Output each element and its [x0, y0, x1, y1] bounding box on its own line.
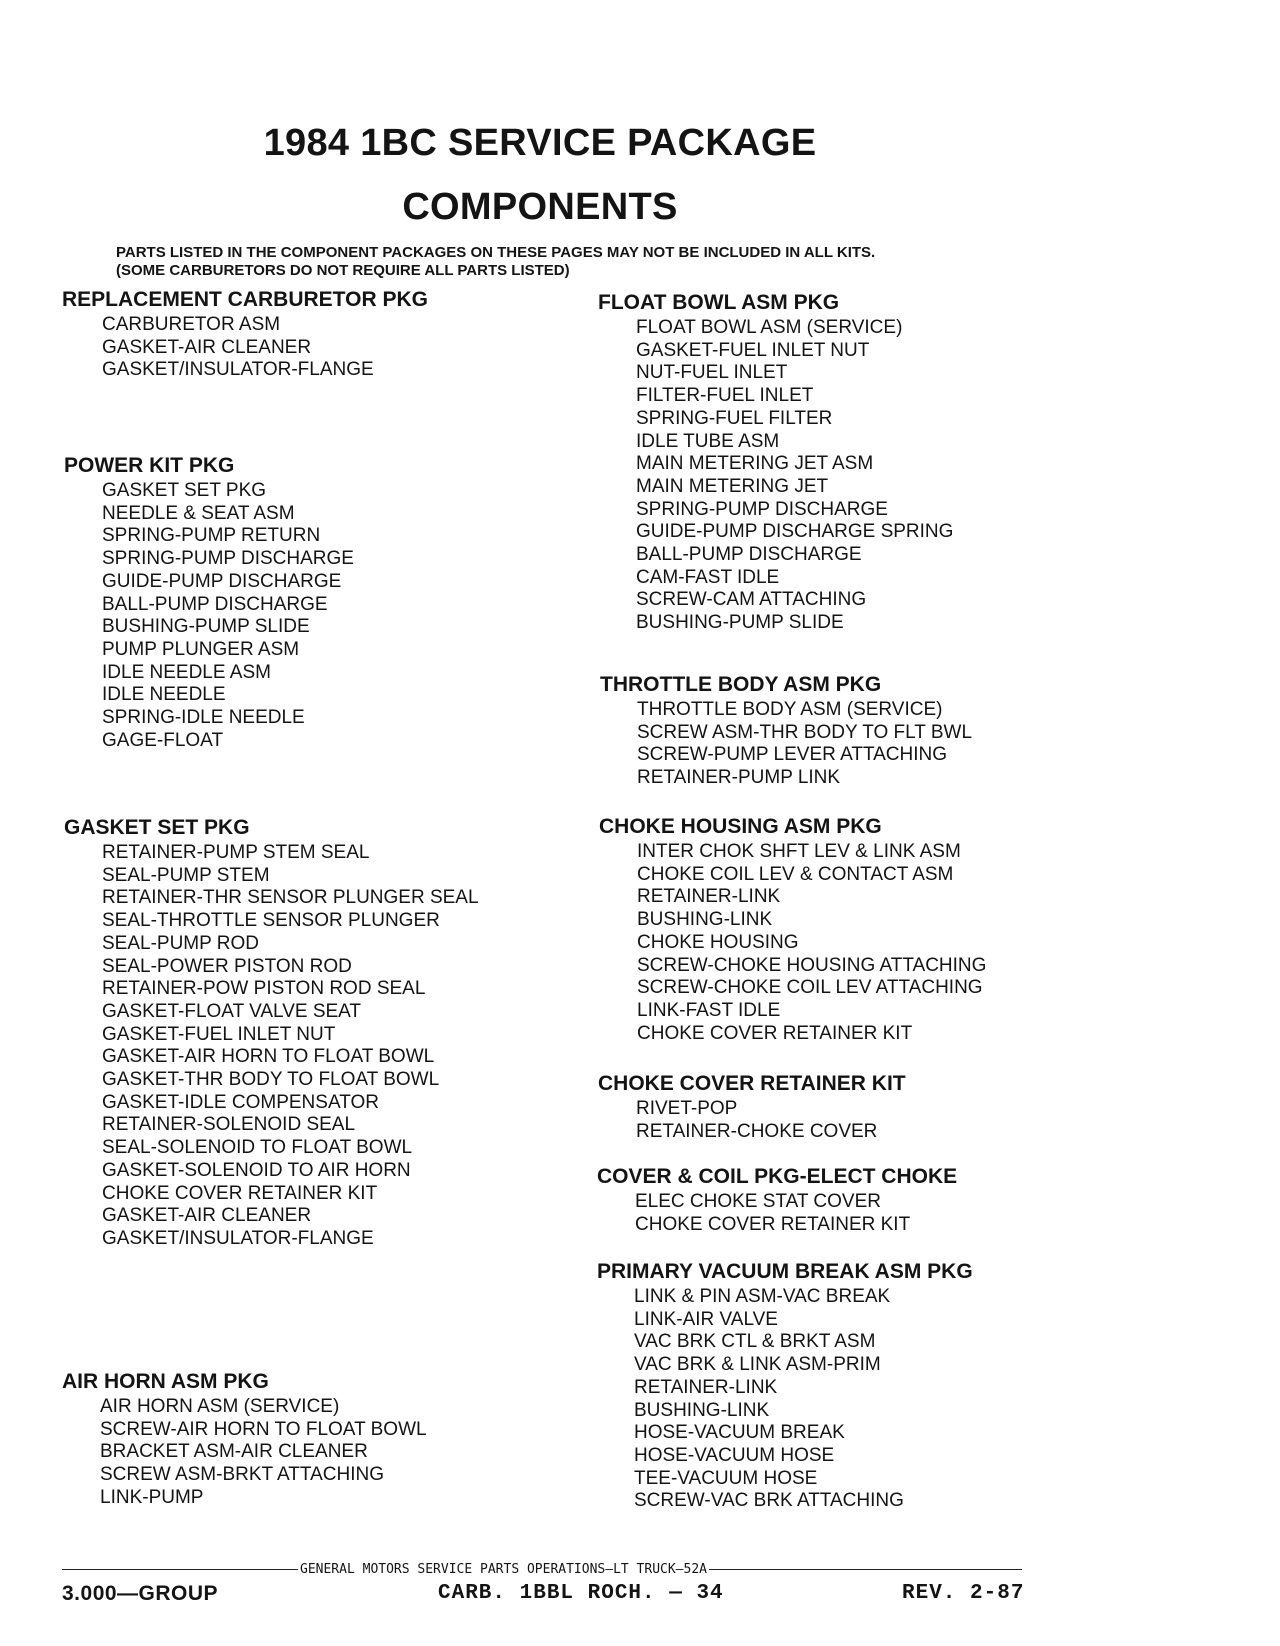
section-title: GASKET SET PKG: [64, 816, 250, 839]
list-item: SCREW-CAM ATTACHING: [636, 589, 867, 611]
list-item: SEAL-POWER PISTON ROD: [102, 955, 352, 977]
section-primary-vacuum-break-asm-pkg: [597, 1258, 973, 1513]
footer-group: 3.000—GROUP: [62, 1582, 219, 1605]
list-item: FILTER-FUEL INLET: [636, 385, 814, 407]
list-item: RETAINER-LINK: [634, 1376, 778, 1398]
list-item: BALL-PUMP DISCHARGE: [636, 544, 862, 566]
list-item: HOSE-VACUUM BREAK: [634, 1422, 845, 1444]
list-item: NEEDLE & SEAT ASM: [102, 502, 295, 524]
list-item: BUSHING-LINK: [634, 1399, 770, 1421]
list-item: SEAL-THROTTLE SENSOR PLUNGER: [102, 910, 440, 932]
footer-page-id: CARB. 1BBL ROCH. — 34: [438, 1582, 724, 1605]
list-item: BUSHING-PUMP SLIDE: [636, 612, 844, 634]
footer-line-right: [709, 1569, 1022, 1570]
footer-rule-text: GENERAL MOTORS SERVICE PARTS OPERATIONS—LT TRUCK—52A: [300, 1562, 707, 1577]
list-item: BUSHING-LINK: [637, 909, 773, 931]
parts-note: [116, 244, 1016, 280]
list-item: BALL-PUMP DISCHARGE: [102, 593, 328, 615]
list-item: SCREW ASM-THR BODY TO FLT BWL: [637, 721, 973, 743]
page-title: 1984 1BC SERVICE PACKAGE: [263, 122, 817, 164]
list-item: CHOKE COVER RETAINER KIT: [102, 1182, 378, 1204]
list-item: INTER CHOK SHFT LEV & LINK ASM: [637, 841, 961, 862]
list-item: MAIN METERING JET: [636, 475, 829, 497]
list-item: ELEC CHOKE STAT COVER: [635, 1191, 881, 1212]
list-item: IDLE TUBE ASM: [636, 430, 780, 452]
list-item: SCREW ASM-BRKT ATTACHING: [100, 1464, 384, 1486]
list-item: VAC BRK & LINK ASM-PRIM: [634, 1354, 881, 1376]
list-item: VAC BRK CTL & BRKT ASM: [634, 1331, 876, 1353]
list-item: RIVET-POP: [636, 1098, 738, 1119]
list-item: CARBURETOR ASM: [102, 314, 281, 335]
list-item: RETAINER-LINK: [637, 886, 781, 908]
list-item: RETAINER-POW PISTON ROD SEAL: [102, 978, 426, 1000]
parts-list: [597, 1191, 957, 1236]
section-float-bowl-asm-pkg: [598, 289, 953, 635]
section-gasket-set-pkg: [64, 814, 479, 1251]
list-item: GASKET/INSULATOR-FLANGE: [102, 359, 374, 381]
section-title: AIR HORN ASM PKG: [62, 1370, 269, 1393]
list-item: GASKET-AIR CLEANER: [102, 1205, 312, 1227]
list-item: HOSE-VACUUM HOSE: [634, 1444, 835, 1466]
section-air-horn-asm-pkg: [62, 1368, 427, 1510]
section-title: THROTTLE BODY ASM PKG: [600, 673, 882, 696]
list-item: BRACKET ASM-AIR CLEANER: [100, 1441, 368, 1463]
list-item: GASKET-THR BODY TO FLOAT BOWL: [102, 1069, 440, 1091]
section-throttle-body-asm-pkg: [600, 671, 972, 790]
list-item: CAM-FAST IDLE: [636, 566, 780, 588]
list-item: SPRING-PUMP DISCHARGE: [636, 498, 888, 520]
list-item: RETAINER-CHOKE COVER: [636, 1120, 878, 1142]
section-power-kit-pkg: [64, 452, 354, 752]
parts-list: [600, 699, 972, 790]
list-item: SCREW-CHOKE HOUSING ATTACHING: [637, 954, 987, 976]
footer-line-left: [62, 1569, 298, 1570]
section-title: CHOKE COVER RETAINER KIT: [598, 1072, 906, 1095]
footer-rule: [62, 1562, 1022, 1577]
section-title: PRIMARY VACUUM BREAK ASM PKG: [597, 1260, 973, 1283]
list-item: SCREW-AIR HORN TO FLOAT BOWL: [100, 1418, 427, 1440]
list-item: SCREW-CHOKE COIL LEV ATTACHING: [637, 977, 983, 999]
list-item: BUSHING-PUMP SLIDE: [102, 616, 310, 638]
list-item: RETAINER-SOLENOID SEAL: [102, 1114, 356, 1136]
list-item: CHOKE HOUSING: [637, 931, 799, 953]
list-item: RETAINER-THR SENSOR PLUNGER SEAL: [102, 887, 479, 909]
section-title: COVER & COIL PKG-ELECT CHOKE: [597, 1165, 958, 1188]
list-item: GASKET-SOLENOID TO AIR HORN: [102, 1159, 411, 1181]
note-line-1: PARTS LISTED IN THE COMPONENT PACKAGES ON THESE PAGES MAY NOT BE INCLUDED IN ALL KITS.: [116, 244, 876, 261]
list-item: GUIDE-PUMP DISCHARGE: [102, 570, 342, 592]
list-item: GUIDE-PUMP DISCHARGE SPRING: [636, 521, 954, 543]
parts-list: [598, 1098, 906, 1143]
list-item: LINK-FAST IDLE: [637, 999, 781, 1021]
parts-list: [62, 314, 428, 382]
list-item: SCREW-PUMP LEVER ATTACHING: [637, 744, 948, 766]
list-item: CHOKE COIL LEV & CONTACT ASM: [637, 863, 954, 885]
list-item: FLOAT BOWL ASM (SERVICE): [636, 317, 903, 338]
section-title: CHOKE HOUSING ASM PKG: [599, 815, 882, 838]
list-item: SEAL-SOLENOID TO FLOAT BOWL: [102, 1137, 413, 1159]
list-item: AIR HORN ASM (SERVICE): [100, 1396, 340, 1417]
list-item: SPRING-PUMP RETURN: [102, 525, 321, 547]
list-item: NUT-FUEL INLET: [636, 362, 788, 384]
list-item: MAIN METERING JET ASM: [636, 453, 874, 475]
list-item: GASKET SET PKG: [102, 480, 267, 501]
note-line-2: (SOME CARBURETORS DO NOT REQUIRE ALL PARTS LISTED): [116, 262, 570, 279]
list-item: GASKET-FLOAT VALVE SEAT: [102, 1000, 362, 1022]
list-item: CHOKE COVER RETAINER KIT: [635, 1213, 911, 1235]
list-item: IDLE NEEDLE: [102, 684, 226, 706]
list-item: SEAL-PUMP STEM: [102, 864, 270, 886]
list-item: GASKET-FUEL INLET NUT: [102, 1023, 336, 1045]
parts-list: [64, 480, 354, 752]
page-subtitle: COMPONENTS: [402, 186, 678, 228]
list-item: TEE-VACUUM HOSE: [634, 1467, 818, 1489]
parts-list: [64, 842, 479, 1251]
list-item: GASKET-IDLE COMPENSATOR: [102, 1091, 379, 1113]
parts-list: [62, 1396, 427, 1510]
list-item: GASKET/INSULATOR-FLANGE: [102, 1227, 374, 1249]
list-item: GASKET-AIR CLEANER: [102, 336, 312, 358]
list-item: RETAINER-PUMP LINK: [637, 767, 841, 789]
parts-list: [599, 841, 986, 1045]
list-item: LINK & PIN ASM-VAC BREAK: [634, 1286, 891, 1307]
list-item: GASKET-FUEL INLET NUT: [636, 339, 870, 361]
list-item: CHOKE COVER RETAINER KIT: [637, 1022, 913, 1044]
list-item: SPRING-FUEL FILTER: [636, 407, 833, 429]
list-item: LINK-AIR VALVE: [634, 1308, 778, 1330]
list-item: SEAL-PUMP ROD: [102, 932, 259, 954]
section-replacement-carburetor-pkg: [62, 286, 428, 382]
list-item: THROTTLE BODY ASM (SERVICE): [637, 699, 943, 720]
list-item: LINK-PUMP: [100, 1486, 204, 1508]
list-item: SPRING-PUMP DISCHARGE: [102, 548, 354, 570]
list-item: SPRING-IDLE NEEDLE: [102, 707, 305, 729]
list-item: IDLE NEEDLE ASM: [102, 661, 271, 683]
parts-list: [597, 1286, 973, 1513]
list-item: SCREW-VAC BRK ATTACHING: [634, 1490, 904, 1512]
list-item: GAGE-FLOAT: [102, 729, 224, 751]
list-item: RETAINER-PUMP STEM SEAL: [102, 842, 370, 863]
section-title: FLOAT BOWL ASM PKG: [598, 291, 840, 314]
footer-revision: REV. 2-87: [902, 1582, 1025, 1605]
section-choke-housing-asm-pkg: [599, 813, 986, 1045]
section-title: REPLACEMENT CARBURETOR PKG: [62, 288, 428, 311]
list-item: PUMP PLUNGER ASM: [102, 638, 300, 660]
section-title: POWER KIT PKG: [64, 454, 235, 477]
parts-list: [598, 317, 953, 635]
section-choke-cover-retainer-kit: [598, 1070, 906, 1143]
list-item: GASKET-AIR HORN TO FLOAT BOWL: [102, 1046, 435, 1068]
section-cover-coil-pkg-elect-choke: [597, 1163, 957, 1236]
